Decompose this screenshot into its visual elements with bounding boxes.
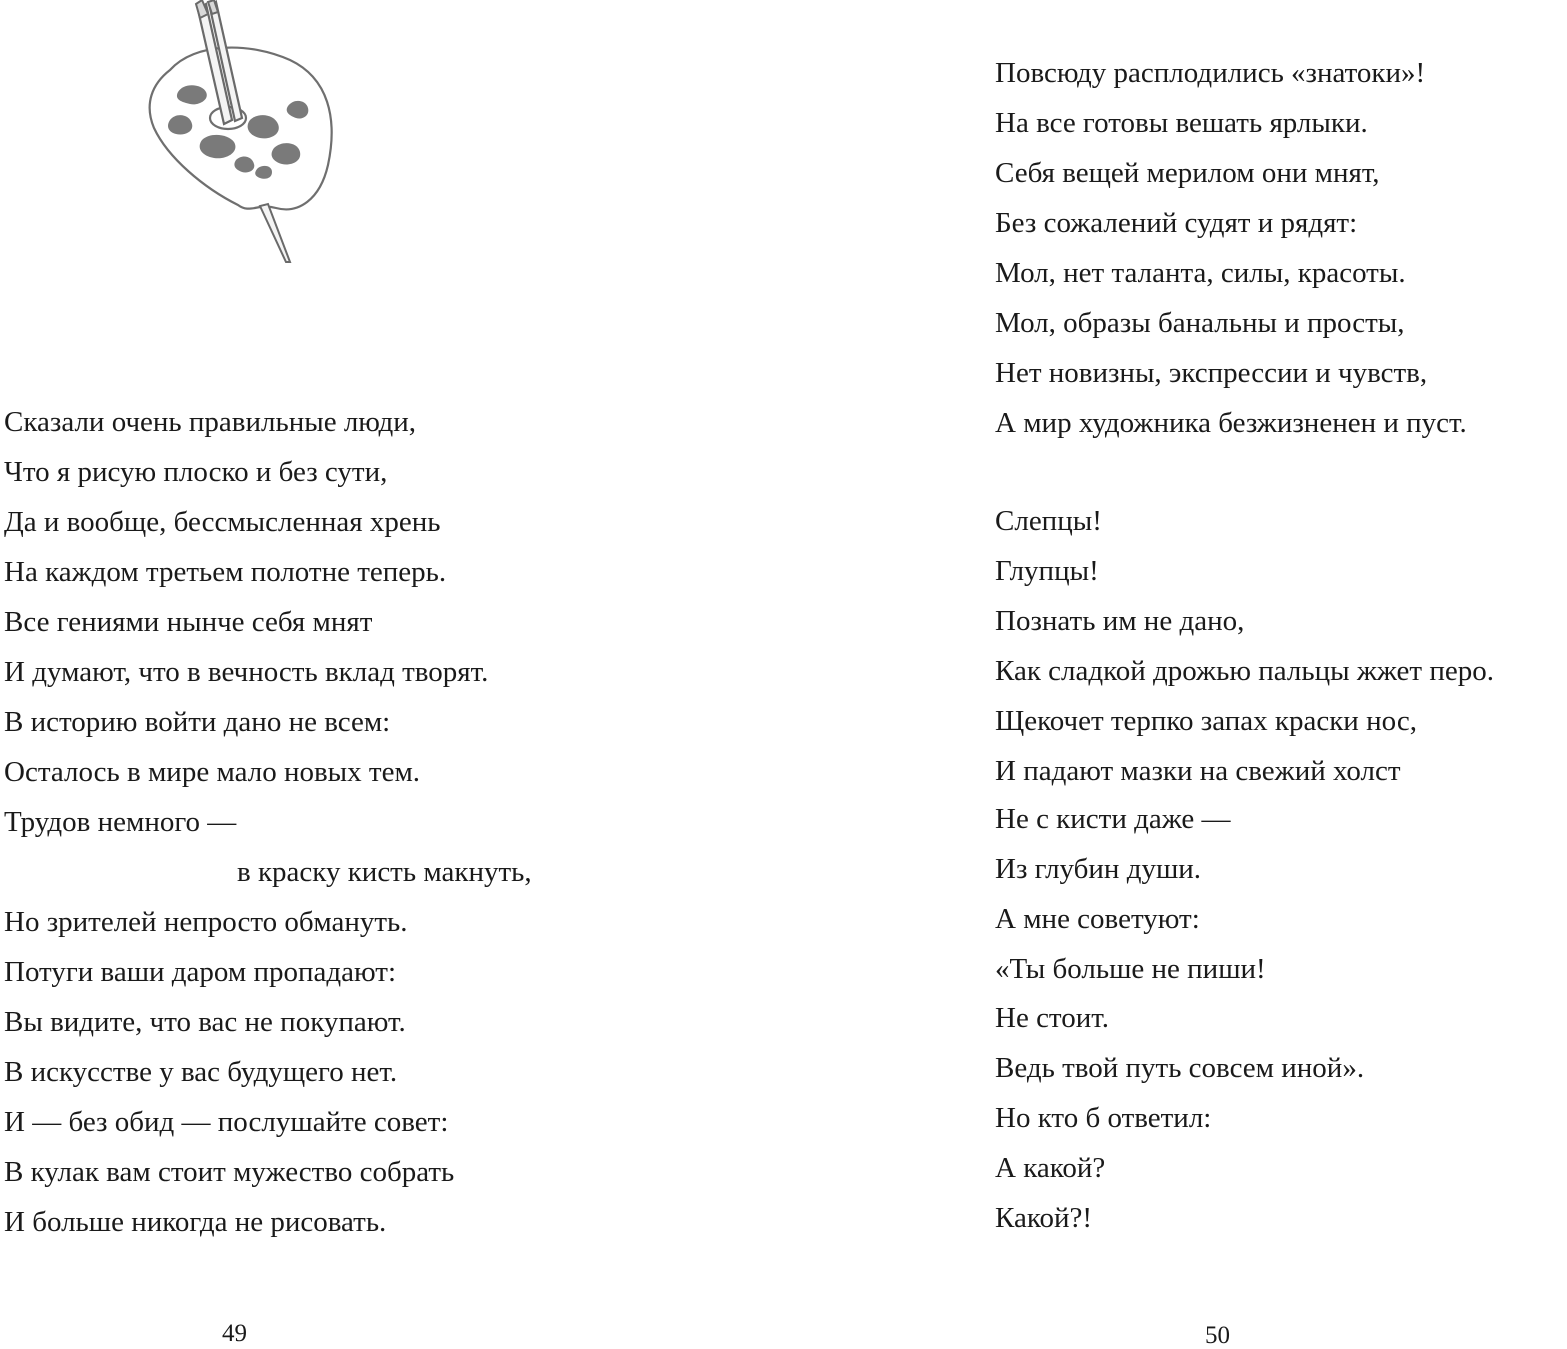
poem-line: Из глубин души.	[995, 853, 1202, 885]
poem-line: Что я рисую плоско и без сути,	[4, 456, 388, 488]
poem-line: Глупцы!	[995, 555, 1099, 587]
poem-line: На каждом третьем полотне теперь.	[4, 556, 447, 588]
poem-line: Не стоит.	[995, 1002, 1109, 1034]
poem-line: А какой?	[995, 1152, 1106, 1184]
poem-line: Какой?!	[995, 1202, 1092, 1234]
poem-line: Себя вещей мерилом они мнят,	[995, 157, 1380, 189]
poem-line: Сказали очень правильные люди,	[4, 406, 417, 438]
left-page	[0, 0, 780, 1346]
page-number-right: 50	[1205, 1322, 1230, 1349]
poem-line: А мне советуют:	[995, 903, 1200, 935]
poem-line: На все готовы вешать ярлыки.	[995, 107, 1368, 139]
poem-line: В кулак вам стоит мужество собрать	[4, 1156, 455, 1188]
poem-line: Трудов немного —	[4, 806, 237, 838]
poem-line: И — без обид — послушайте совет:	[4, 1106, 449, 1138]
poem-line: Осталось в мире мало новых тем.	[4, 756, 421, 788]
poem-line: «Ты больше не пиши!	[995, 953, 1266, 985]
poem-line: Все гениями нынче себя мнят	[4, 606, 373, 638]
poem-line: в краску кисть макнуть,	[237, 856, 532, 888]
poem-line: Познать им не дано,	[995, 605, 1245, 637]
poem-line: Но зрителей непросто обмануть.	[4, 906, 408, 938]
poem-line: Ведь твой путь совсем иной».	[995, 1052, 1365, 1084]
palette-with-brushes-icon	[140, 0, 340, 270]
poem-line: Без сожалений судят и рядят:	[995, 207, 1358, 239]
poem-line: И больше никогда не рисовать.	[4, 1206, 387, 1238]
poem-line: Щекочет терпко запах краски нос,	[995, 705, 1417, 737]
page-number-left: 49	[222, 1320, 247, 1347]
poem-line: Повсюду расплодились «знатоки»!	[995, 57, 1426, 89]
right-page	[780, 0, 1567, 1349]
poem-line: Да и вообще, бессмысленная хрень	[4, 506, 441, 538]
poem-line: И думают, что в вечность вклад творят.	[4, 656, 489, 688]
poem-line: А мир художника безжизненен и пуст.	[995, 407, 1467, 439]
poem-line: Слепцы!	[995, 505, 1102, 537]
poem-line: Мол, нет таланта, силы, красоты.	[995, 257, 1406, 289]
poem-line: Мол, образы банальны и просты,	[995, 307, 1405, 339]
poem-line: Потуги ваши даром пропадают:	[4, 956, 397, 988]
poem-line: Не с кисти даже —	[995, 803, 1231, 835]
poem-line: В искусстве у вас будущего нет.	[4, 1056, 398, 1088]
poem-line: И падают мазки на свежий холст	[995, 755, 1401, 787]
poem-line: Нет новизны, экспрессии и чувств,	[995, 357, 1428, 389]
poem-line: В историю войти дано не всем:	[4, 706, 391, 738]
poem-line: Но кто б ответил:	[995, 1102, 1212, 1134]
poem-line: Вы видите, что вас не покупают.	[4, 1006, 406, 1038]
poem-line: Как сладкой дрожью пальцы жжет перо.	[995, 655, 1494, 687]
